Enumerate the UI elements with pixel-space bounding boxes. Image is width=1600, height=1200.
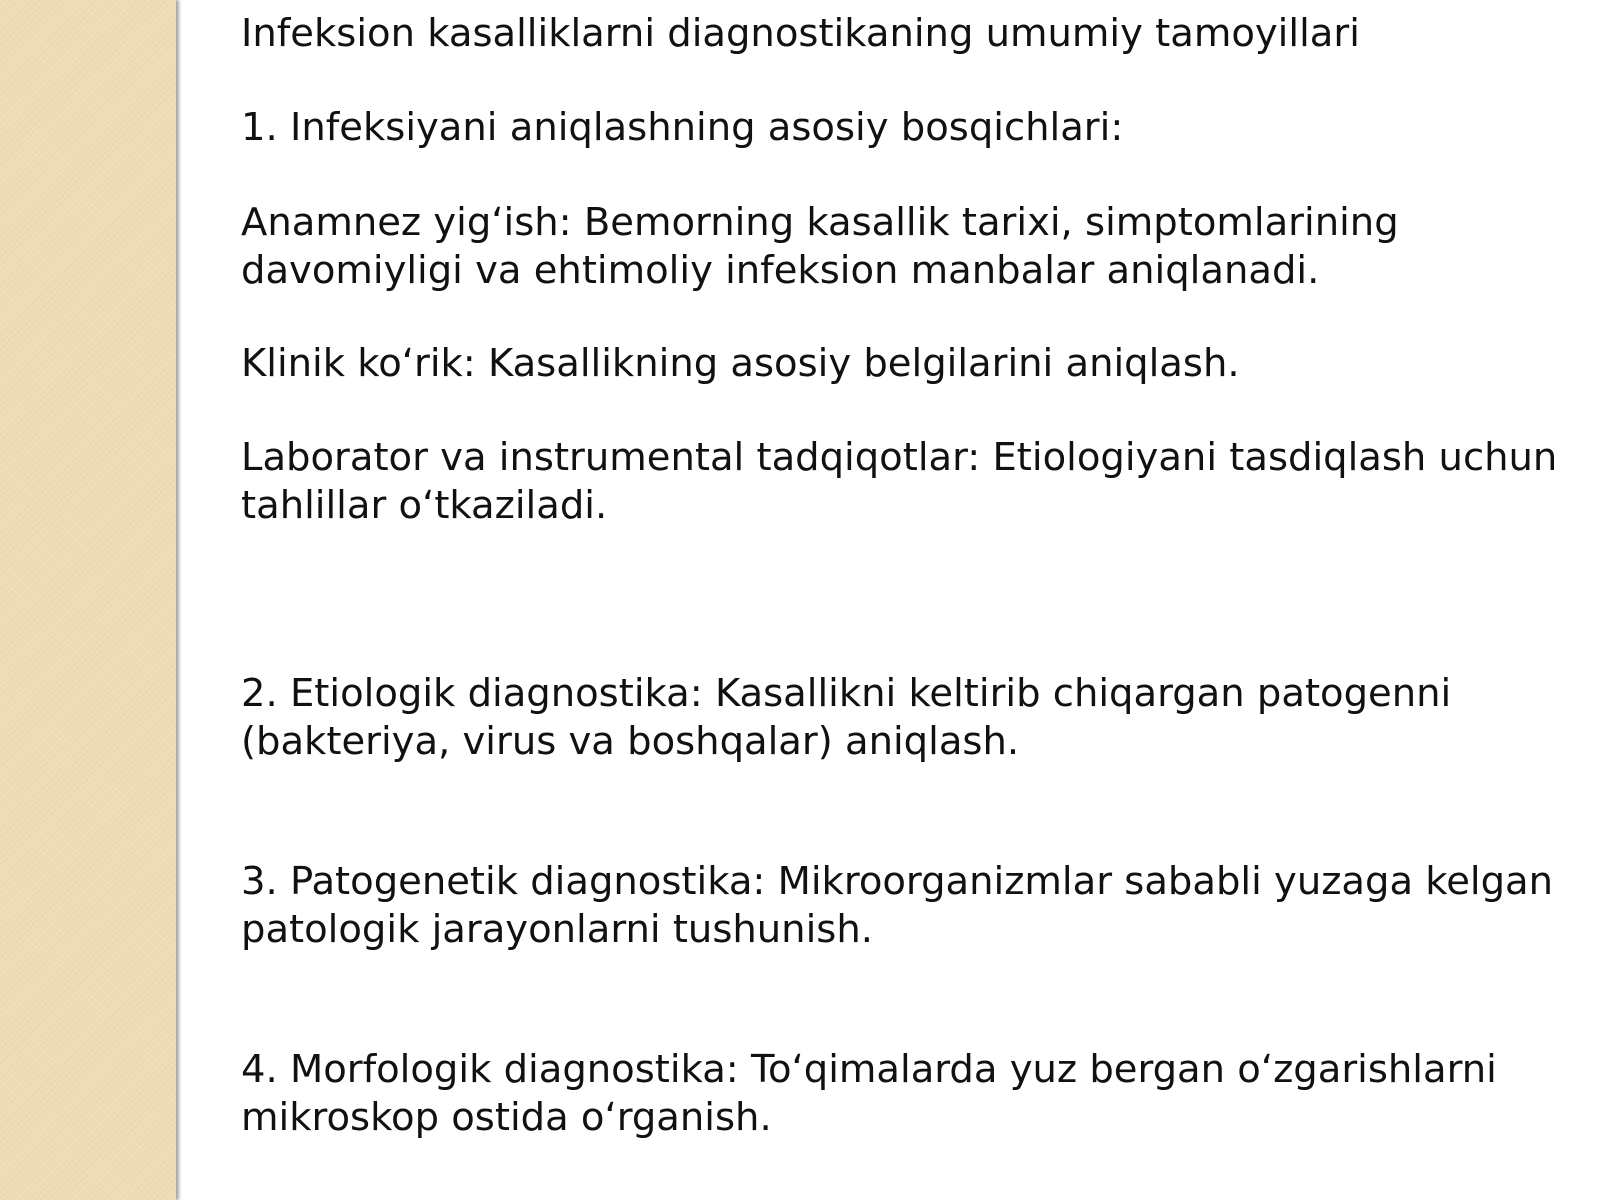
- morfologik-paragraph: [241, 1046, 1571, 1142]
- patogenetik-paragraph: [241, 858, 1571, 954]
- laborator-line-2: tahlillar o‘tkaziladi.: [241, 483, 608, 528]
- klinik-line-1: Klinik ko‘rik: Kasallikning asosiy belgilarini aniqlash.: [241, 341, 1240, 386]
- anamnez-line-1: Anamnez yig‘ish: Bemorning kasallik tarixi, simptomlarining: [241, 200, 1399, 245]
- slide-title-text: Infeksion kasalliklarni diagnostikaning umumiy tamoyillari: [241, 11, 1360, 56]
- slide-title: [241, 10, 1571, 58]
- etiologik-line-1: 2. Etiologik diagnostika: Kasallikni keltirib chiqargan patogenni: [241, 671, 1452, 716]
- klinik-paragraph: [241, 340, 1571, 388]
- anamnez-line-2: davomiyligi va ehtimoliy infeksion manbalar aniqlanadi.: [241, 248, 1320, 293]
- laborator-line-1: Laborator va instrumental tadqiqotlar: Etiologiyani tasdiqlash uchun: [241, 435, 1558, 480]
- section1-heading-text: 1. Infeksiyani aniqlashning asosiy bosqichlari:: [241, 105, 1124, 150]
- patogenetik-line-1: 3. Patogenetik diagnostika: Mikroorganizmlar sababli yuzaga kelgan: [241, 859, 1554, 904]
- anamnez-paragraph: [241, 199, 1571, 295]
- morfologik-line-1: 4. Morfologik diagnostika: To‘qimalarda yuz bergan o‘zgarishlarni: [241, 1047, 1497, 1092]
- laborator-paragraph: [241, 434, 1571, 530]
- decorative-sidebar: [0, 0, 176, 1200]
- section1-heading: [241, 104, 1571, 152]
- etiologik-paragraph: [241, 670, 1571, 766]
- morfologik-line-2: mikroskop ostida o‘rganish.: [241, 1095, 772, 1140]
- etiologik-line-2: (bakteriya, virus va boshqalar) aniqlash.: [241, 719, 1020, 764]
- patogenetik-line-2: patologik jarayonlarni tushunish.: [241, 907, 873, 952]
